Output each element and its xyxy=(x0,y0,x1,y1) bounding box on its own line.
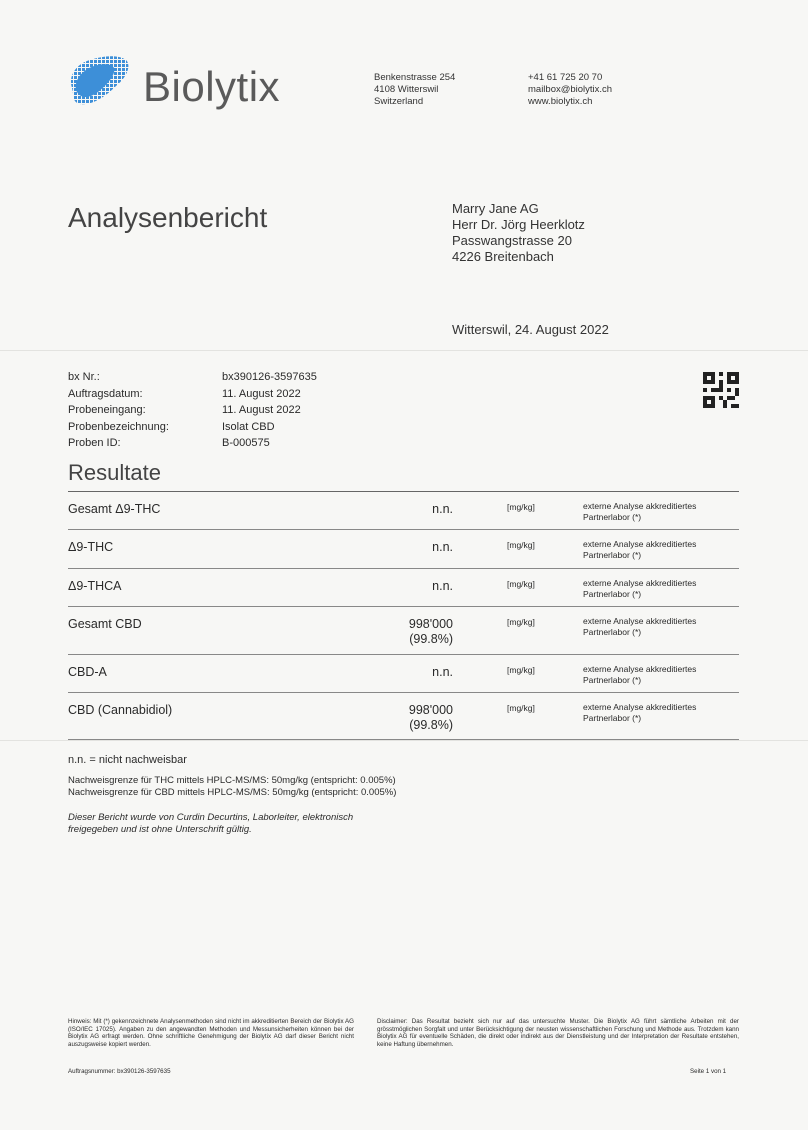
recipient-line: Marry Jane AG xyxy=(452,201,539,216)
limit-line: Nachweisgrenze für THC mittels HPLC-MS/MS: 50mg/kg (entspricht: 0.005%) xyxy=(68,775,396,786)
info-row xyxy=(68,419,317,436)
info-value: Isolat CBD xyxy=(222,420,275,433)
analyte-value: n.n. xyxy=(432,502,453,516)
results-heading: Resultate xyxy=(68,460,161,485)
info-label: Auftragsdatum: xyxy=(68,387,143,400)
paper-fold-line xyxy=(0,740,808,741)
analyte-note: externe Analyse akkreditiertes Partnerlabor (*) xyxy=(583,539,697,560)
contact-website: www.biolytix.ch xyxy=(528,96,593,107)
qr-code-icon xyxy=(703,372,739,408)
analyte-value: n.n. xyxy=(432,540,453,554)
analyte-name: CBD (Cannabidiol) xyxy=(68,703,173,717)
page-number: Seite 1 von 1 xyxy=(690,1068,727,1075)
page-title: Analysenbericht xyxy=(68,202,268,233)
address-line: 4108 Witterswil xyxy=(374,84,439,95)
analyte-name: Gesamt CBD xyxy=(68,617,142,631)
analyte-note: externe Analyse akkreditiertes Partnerlabor (*) xyxy=(583,501,697,522)
recipient-line: 4226 Breitenbach xyxy=(452,249,554,264)
analyte-unit: [mg/kg] xyxy=(507,579,535,589)
legend-note: n.n. = nicht nachweisbar xyxy=(68,754,187,766)
company-address xyxy=(374,72,455,108)
brand-name: Biolytix xyxy=(143,63,281,110)
analyte-note: externe Analyse akkreditiertes Partnerlabor (*) xyxy=(583,702,697,723)
release-line: freigegeben und ist ohne Unterschrift gültig. xyxy=(68,823,252,835)
company-contact xyxy=(528,72,612,108)
analyte-name: CBD-A xyxy=(68,665,107,679)
result-row xyxy=(68,693,739,740)
release-line: Dieser Bericht wurde von Curdin Decurtins, Laborleiter, elektronisch xyxy=(68,812,354,823)
analyte-note: externe Analyse akkreditiertes Partnerlabor (*) xyxy=(583,664,697,685)
paper-fold-line xyxy=(0,350,808,351)
result-row xyxy=(68,492,739,530)
report-date: Witterswil, 24. August 2022 xyxy=(452,322,609,337)
analyte-unit: [mg/kg] xyxy=(507,617,535,627)
info-value: 11. August 2022 xyxy=(222,387,301,400)
result-row xyxy=(68,569,739,607)
recipient-line: Passwangstrasse 20 xyxy=(452,233,572,248)
result-row xyxy=(68,530,739,569)
address-line: Benkenstrasse 254 xyxy=(374,72,456,83)
info-label: Probenbezeichnung: xyxy=(68,420,169,433)
analyte-unit: [mg/kg] xyxy=(507,502,535,512)
recipient-line: Herr Dr. Jörg Heerklotz xyxy=(452,217,585,232)
release-statement xyxy=(68,812,353,835)
detection-limits xyxy=(68,775,396,798)
result-row xyxy=(68,607,739,655)
analyte-unit: [mg/kg] xyxy=(507,540,535,550)
info-label: Probeneingang: xyxy=(68,404,146,417)
biolytix-logo-icon xyxy=(66,52,130,110)
analyte-value: n.n. xyxy=(432,665,453,679)
info-value: B-000575 xyxy=(222,437,270,450)
order-reference: Auftragsnummer: bx390126-3597635 xyxy=(68,1068,171,1075)
analyte-name: Δ9-THCA xyxy=(68,579,122,593)
analyte-name: Gesamt Δ9-THC xyxy=(68,502,161,516)
info-label: Proben ID: xyxy=(68,437,121,450)
results-table xyxy=(68,491,739,740)
result-row xyxy=(68,655,739,693)
analyte-name: Δ9-THC xyxy=(68,540,114,554)
info-row xyxy=(68,386,317,403)
address-line: Switzerland xyxy=(374,96,424,107)
info-value: 11. August 2022 xyxy=(222,404,301,417)
info-label: bx Nr.: xyxy=(68,371,100,383)
analyte-value: 998'000 (99.8%) xyxy=(408,703,453,732)
analyte-value: 998'000 (99.8%) xyxy=(408,617,453,646)
analyte-unit: [mg/kg] xyxy=(507,703,535,713)
info-value: bx390126-3597635 xyxy=(222,371,317,383)
limit-line: Nachweisgrenze für CBD mittels HPLC-MS/MS: 50mg/kg (entspricht: 0.005%) xyxy=(68,786,397,798)
info-row xyxy=(68,402,317,419)
footer-disclaimer: Disclaimer: Das Resultat bezieht sich nur auf das untersuchte Muster. Die Biolytix AG führt sämtliche Arbeiten mit der grösstmöglichen Sorgfalt und unter Berücksichtigung der neusten wissenschaftlichen Forschung und Methode aus. Trotzdem kann Biolytix AG für eventuelle Schäden, die direkt oder indirekt aus der Dienstleistung und der Interpretation der Resultate entstehen, keine Haftung übernehmen. xyxy=(377,1018,739,1048)
recipient-address xyxy=(452,201,585,265)
contact-phone: +41 61 725 20 70 xyxy=(528,72,603,83)
contact-email: mailbox@biolytix.ch xyxy=(528,84,613,95)
analyte-value: n.n. xyxy=(432,579,453,593)
footer-note: Hinweis: Mit (*) gekennzeichnete Analysenmethoden sind nicht im akkreditierten Bereich der Biolytix AG (ISO/IEC 17025). Angaben zu den angewandten Methoden und Messunsicherheiten können bei der Biolytix AG erfragt werden. Ohne schriftliche Genehmigung der Biolytix AG darf dieser Bericht nicht auszugsweise kopiert werden. xyxy=(68,1018,354,1048)
sample-info xyxy=(68,369,317,452)
info-row xyxy=(68,435,317,452)
info-row xyxy=(68,369,317,386)
analyte-unit: [mg/kg] xyxy=(507,665,535,675)
analyte-note: externe Analyse akkreditiertes Partnerlabor (*) xyxy=(583,616,697,637)
analyte-note: externe Analyse akkreditiertes Partnerlabor (*) xyxy=(583,578,697,599)
